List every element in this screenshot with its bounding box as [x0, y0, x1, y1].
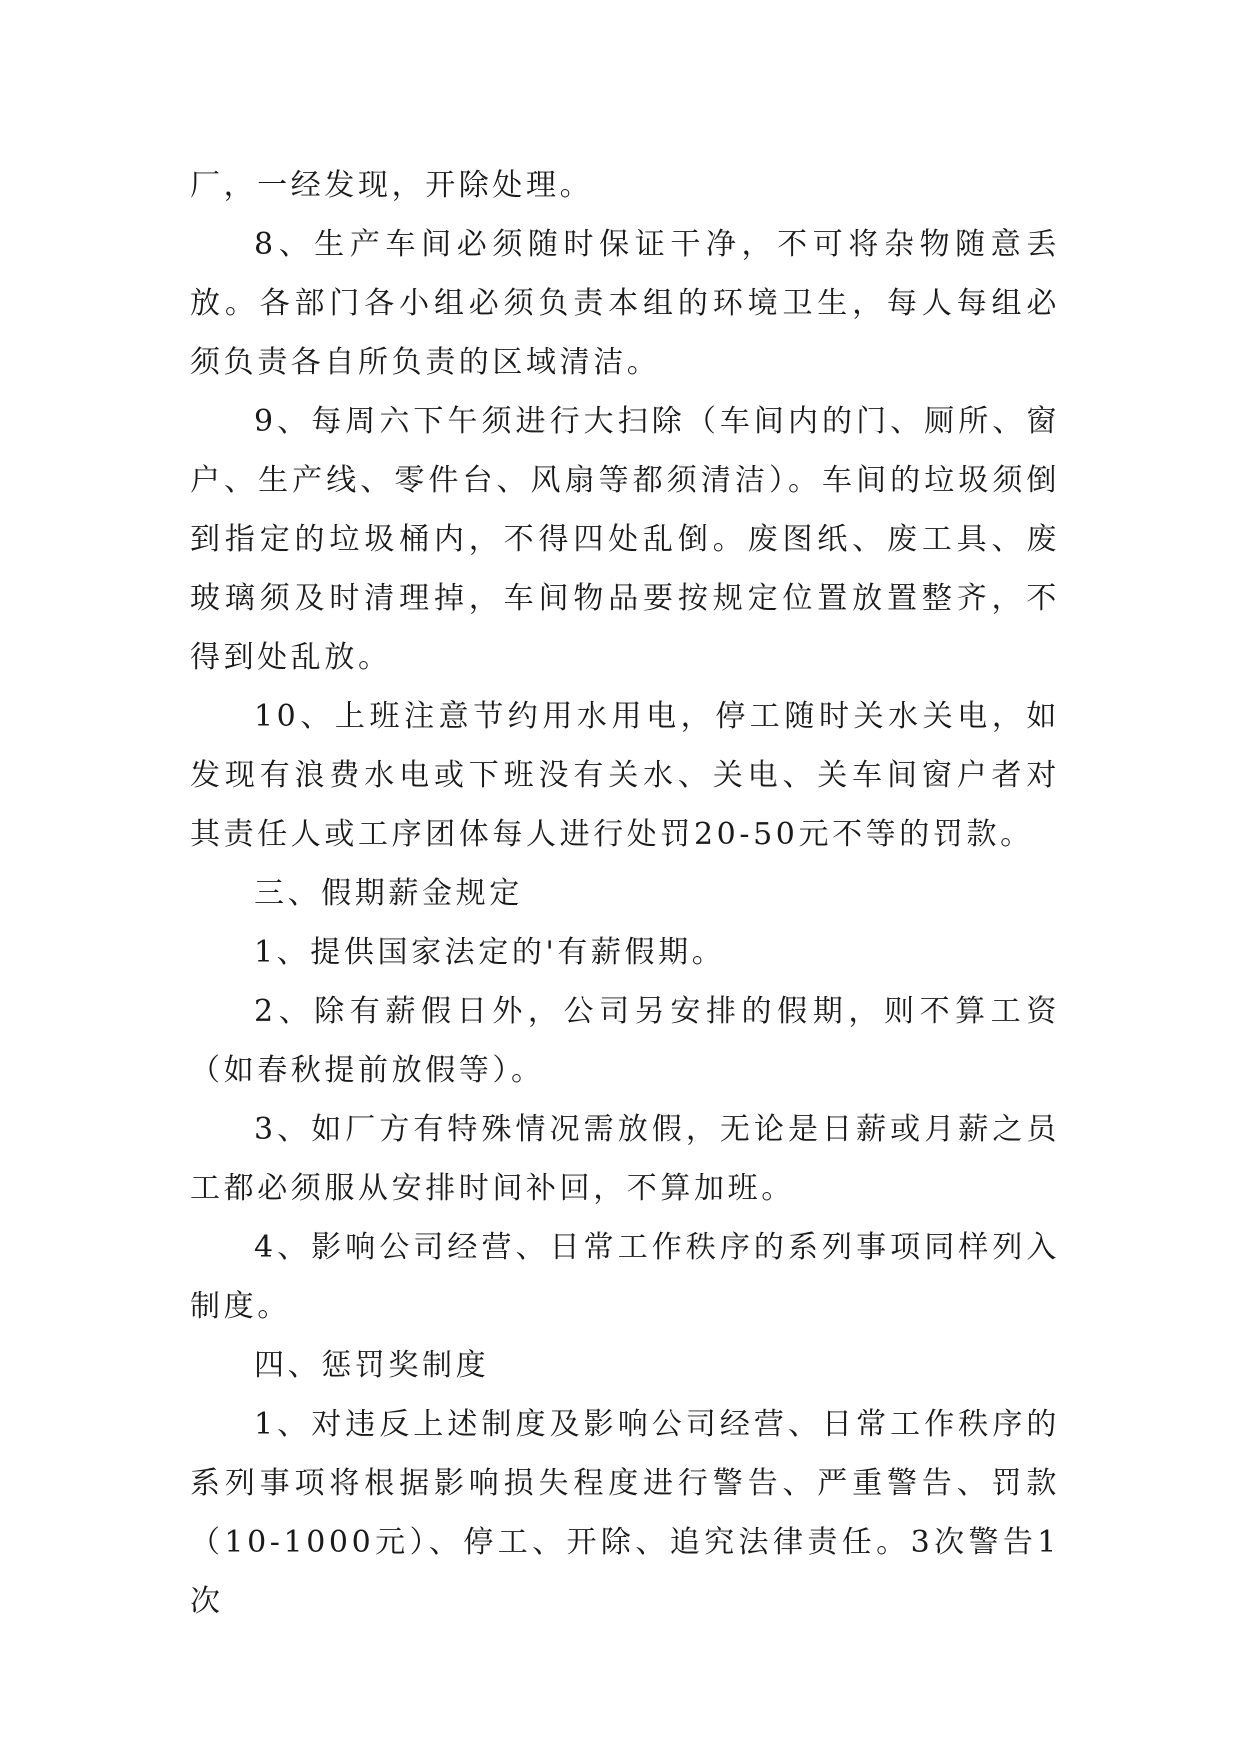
paragraph-item-9: 9、每周六下午须进行大扫除（车间内的门、厕所、窗户、生产线、零件台、风扇等都须清洁）。车间的垃圾须倒到指定的垃圾桶内，不得四处乱倒。废图纸、废工具、废玻璃须及时清理掉，车间物品要按规定位置放置整齐，不得到处乱放。: [190, 404, 1060, 675]
paragraph-holiday-4: 4、影响公司经营、日常工作秩序的系列事项同样列入制度。: [190, 1230, 1060, 1324]
section-heading-holiday-pay: 三、假期薪金规定: [254, 876, 523, 911]
paragraph-holiday-3: 3、如厂方有特殊情况需放假，无论是日薪或月薪之员工都必须服从安排时间补回，不算加班。: [190, 1112, 1060, 1206]
paragraph-item-8: 8、生产车间必须随时保证干净，不可将杂物随意丢放。各部门各小组必须负责本组的环境卫生，每人每组必须负责各自所负责的区域清洁。: [190, 227, 1060, 380]
section-heading-discipline: 四、惩罚奖制度: [254, 1348, 490, 1383]
paragraph-discipline-1: 1、对违反上述制度及影响公司经营、日常工作秩序的系列事项将根据影响损失程度进行警告、严重警告、罚款（10-1000元）、停工、开除、追究法律责任。3次警告1次: [190, 1407, 1060, 1619]
document-page: [190, 156, 1060, 1631]
paragraph-holiday-2: 2、除有薪假日外，公司另安排的假期，则不算工资（如春秋提前放假等）。: [190, 994, 1060, 1088]
paragraph-item-10: 10、上班注意节约用水用电，停工随时关水关电，如发现有浪费水电或下班没有关水、关电、关车间窗户者对其责任人或工序团体每人进行处罚20-50元不等的罚款。: [190, 699, 1060, 852]
paragraph-continuation: 厂，一经发现，开除处理。: [190, 168, 594, 203]
paragraph-holiday-1: 1、提供国家法定的'有薪假期。: [254, 935, 726, 970]
